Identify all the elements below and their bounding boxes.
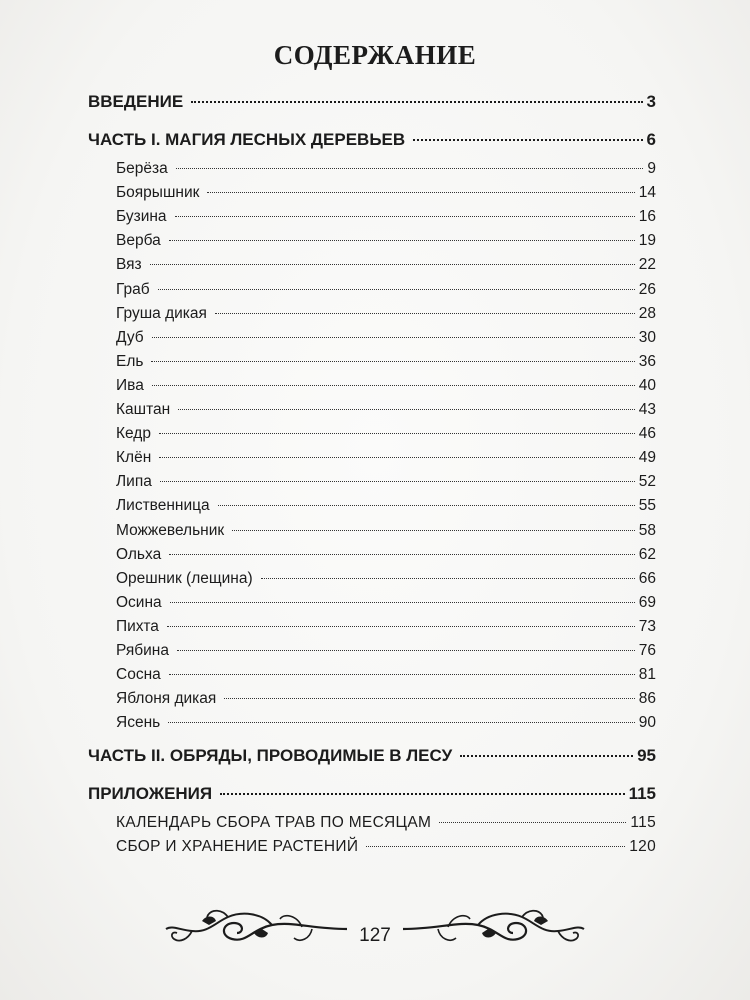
dot-leader (150, 264, 635, 265)
toc-entry-page: 115 (628, 784, 656, 804)
toc-entry-title: ПРИЛОЖЕНИЯ (88, 784, 213, 804)
toc-entry-title: Рябина (116, 642, 169, 659)
toc-entry-title: КАЛЕНДАРЬ СБОРА ТРАВ ПО МЕСЯЦАМ (116, 814, 432, 832)
toc-entry-title: Каштан (116, 401, 171, 418)
toc-entry-title: Ива (116, 376, 144, 394)
toc-entry-title: Ольха (116, 545, 162, 563)
toc-entry (88, 353, 656, 371)
toc-entry-page: 90 (638, 714, 656, 732)
toc-entry-title: Яблоня дикая (116, 690, 217, 708)
toc-entry-page: 66 (638, 569, 656, 587)
toc-entry-title: Осина (116, 593, 162, 611)
toc-chapter-entry (88, 92, 656, 112)
dot-leader (175, 216, 635, 217)
dot-leader (177, 650, 635, 651)
toc-entry-page: 73 (638, 617, 656, 635)
toc-entry-title: СБОР И ХРАНЕНИЕ РАСТЕНИЙ (116, 838, 359, 856)
toc-entry-page: 76 (638, 642, 656, 659)
toc-entry (88, 184, 656, 202)
toc-entry (88, 594, 656, 612)
toc-entry-page: 14 (638, 184, 656, 202)
dot-leader (151, 361, 634, 362)
dot-leader (169, 240, 635, 241)
dot-leader (220, 793, 624, 795)
toc-entry-page: 36 (638, 352, 656, 370)
toc-entry-page: 120 (629, 838, 656, 856)
toc-entry-title: Берёза (116, 160, 168, 177)
toc-entry (88, 208, 656, 226)
toc-entry-page: 30 (638, 328, 656, 346)
toc-entry-page: 16 (638, 208, 656, 226)
dot-leader (158, 289, 635, 290)
toc-entry (88, 329, 656, 347)
toc-entry (88, 256, 656, 274)
dot-leader (191, 101, 642, 103)
toc-entry (88, 160, 656, 178)
toc-entry (88, 642, 656, 660)
toc-entry-title: ВВЕДЕНИЕ (88, 92, 184, 111)
toc-entry-page: 115 (630, 814, 656, 832)
toc-entry-title: Лиственница (116, 497, 210, 515)
toc-entry-title: Вяз (116, 256, 142, 274)
toc-entry-page: 69 (638, 593, 656, 611)
toc-entry (88, 714, 656, 732)
toc-entry-title: Груша дикая (116, 304, 207, 322)
toc-entry-title: Липа (116, 473, 152, 491)
page-title: СОДЕРЖАНИЕ (273, 40, 477, 70)
toc-entry-page: 3 (646, 92, 656, 111)
toc-entry-title: Верба (116, 232, 161, 250)
toc-entry-title: Сосна (116, 666, 161, 684)
toc-entry-page: 19 (638, 232, 656, 250)
toc-entry (88, 401, 656, 419)
dot-leader (160, 481, 635, 482)
toc-entry (88, 546, 656, 564)
toc-entry (88, 618, 656, 636)
dot-leader (224, 698, 634, 699)
dot-leader (178, 409, 635, 410)
toc-entry-title: Ясень (116, 714, 161, 732)
toc-chapter-entry (88, 130, 656, 150)
dot-leader (460, 755, 633, 757)
toc-entry (88, 281, 656, 299)
toc-entry-title: ЧАСТЬ I. МАГИЯ ЛЕСНЫХ ДЕРЕВЬЕВ (88, 130, 406, 149)
toc-entry-title: Ель (116, 352, 144, 370)
dot-leader (261, 578, 635, 579)
dot-leader (169, 554, 635, 555)
dot-leader (168, 722, 635, 723)
dot-leader (232, 530, 635, 531)
toc-entry (88, 449, 656, 467)
toc-entry-page: 9 (647, 160, 656, 177)
toc-entry-page: 46 (638, 425, 656, 443)
toc-entry-title: Клён (116, 449, 152, 467)
page-number: 127 (359, 925, 391, 946)
dot-leader (169, 674, 635, 675)
toc-entry-page: 55 (638, 497, 656, 515)
toc-entry-title: Граб (116, 280, 150, 298)
dot-leader (159, 457, 634, 458)
dot-leader (167, 626, 635, 627)
dot-leader (152, 385, 635, 386)
toc-entry-page: 49 (638, 449, 656, 467)
dot-leader (366, 846, 625, 847)
toc-entry (88, 232, 656, 250)
toc-appendix-entry (88, 814, 656, 832)
toc-entry-page: 81 (638, 666, 656, 684)
toc-entry (88, 377, 656, 395)
toc-chapter-entry (88, 746, 656, 766)
toc-entry-page: 6 (646, 130, 656, 149)
toc-entry-title: Орешник (лещина) (116, 569, 253, 587)
toc-entry-title: Кедр (116, 425, 151, 443)
dot-leader (413, 139, 642, 141)
dot-leader (439, 822, 626, 823)
toc-entry-page: 95 (637, 746, 656, 766)
toc-appendix-entry (88, 838, 656, 856)
dot-leader (218, 505, 635, 506)
toc-entry (88, 473, 656, 491)
toc-entry-page: 86 (638, 690, 656, 708)
toc-entry (88, 690, 656, 708)
toc-entry-page: 40 (638, 376, 656, 394)
toc-entry-page: 52 (638, 473, 656, 491)
toc-entry-title: ЧАСТЬ II. ОБРЯДЫ, ПРОВОДИМЫЕ В ЛЕСУ (88, 746, 453, 766)
toc-entry-page: 22 (638, 256, 656, 274)
dot-leader (170, 602, 635, 603)
dot-leader (159, 433, 635, 434)
toc-entry (88, 522, 656, 540)
toc-entry-page: 43 (638, 401, 656, 418)
toc-entry-title: Можжевельник (116, 521, 225, 539)
toc-entry (88, 666, 656, 684)
dot-leader (152, 337, 635, 338)
toc-entry-title: Дуб (116, 328, 144, 346)
toc-entry (88, 570, 656, 588)
toc-entry-page: 58 (638, 521, 656, 539)
toc-entry-title: Боярышник (116, 184, 200, 202)
toc-entry-title: Бузина (116, 208, 167, 226)
toc-entry (88, 425, 656, 443)
toc-chapter-entry (88, 784, 656, 804)
toc-entry (88, 305, 656, 323)
dot-leader (207, 192, 634, 193)
toc-entry-title: Пихта (116, 617, 159, 635)
toc-entry-page: 62 (638, 545, 656, 563)
toc-entry-page: 26 (638, 280, 656, 298)
toc-entry-page: 28 (638, 304, 656, 322)
toc-entry (88, 497, 656, 515)
dot-leader (176, 168, 644, 169)
dot-leader (215, 313, 635, 314)
